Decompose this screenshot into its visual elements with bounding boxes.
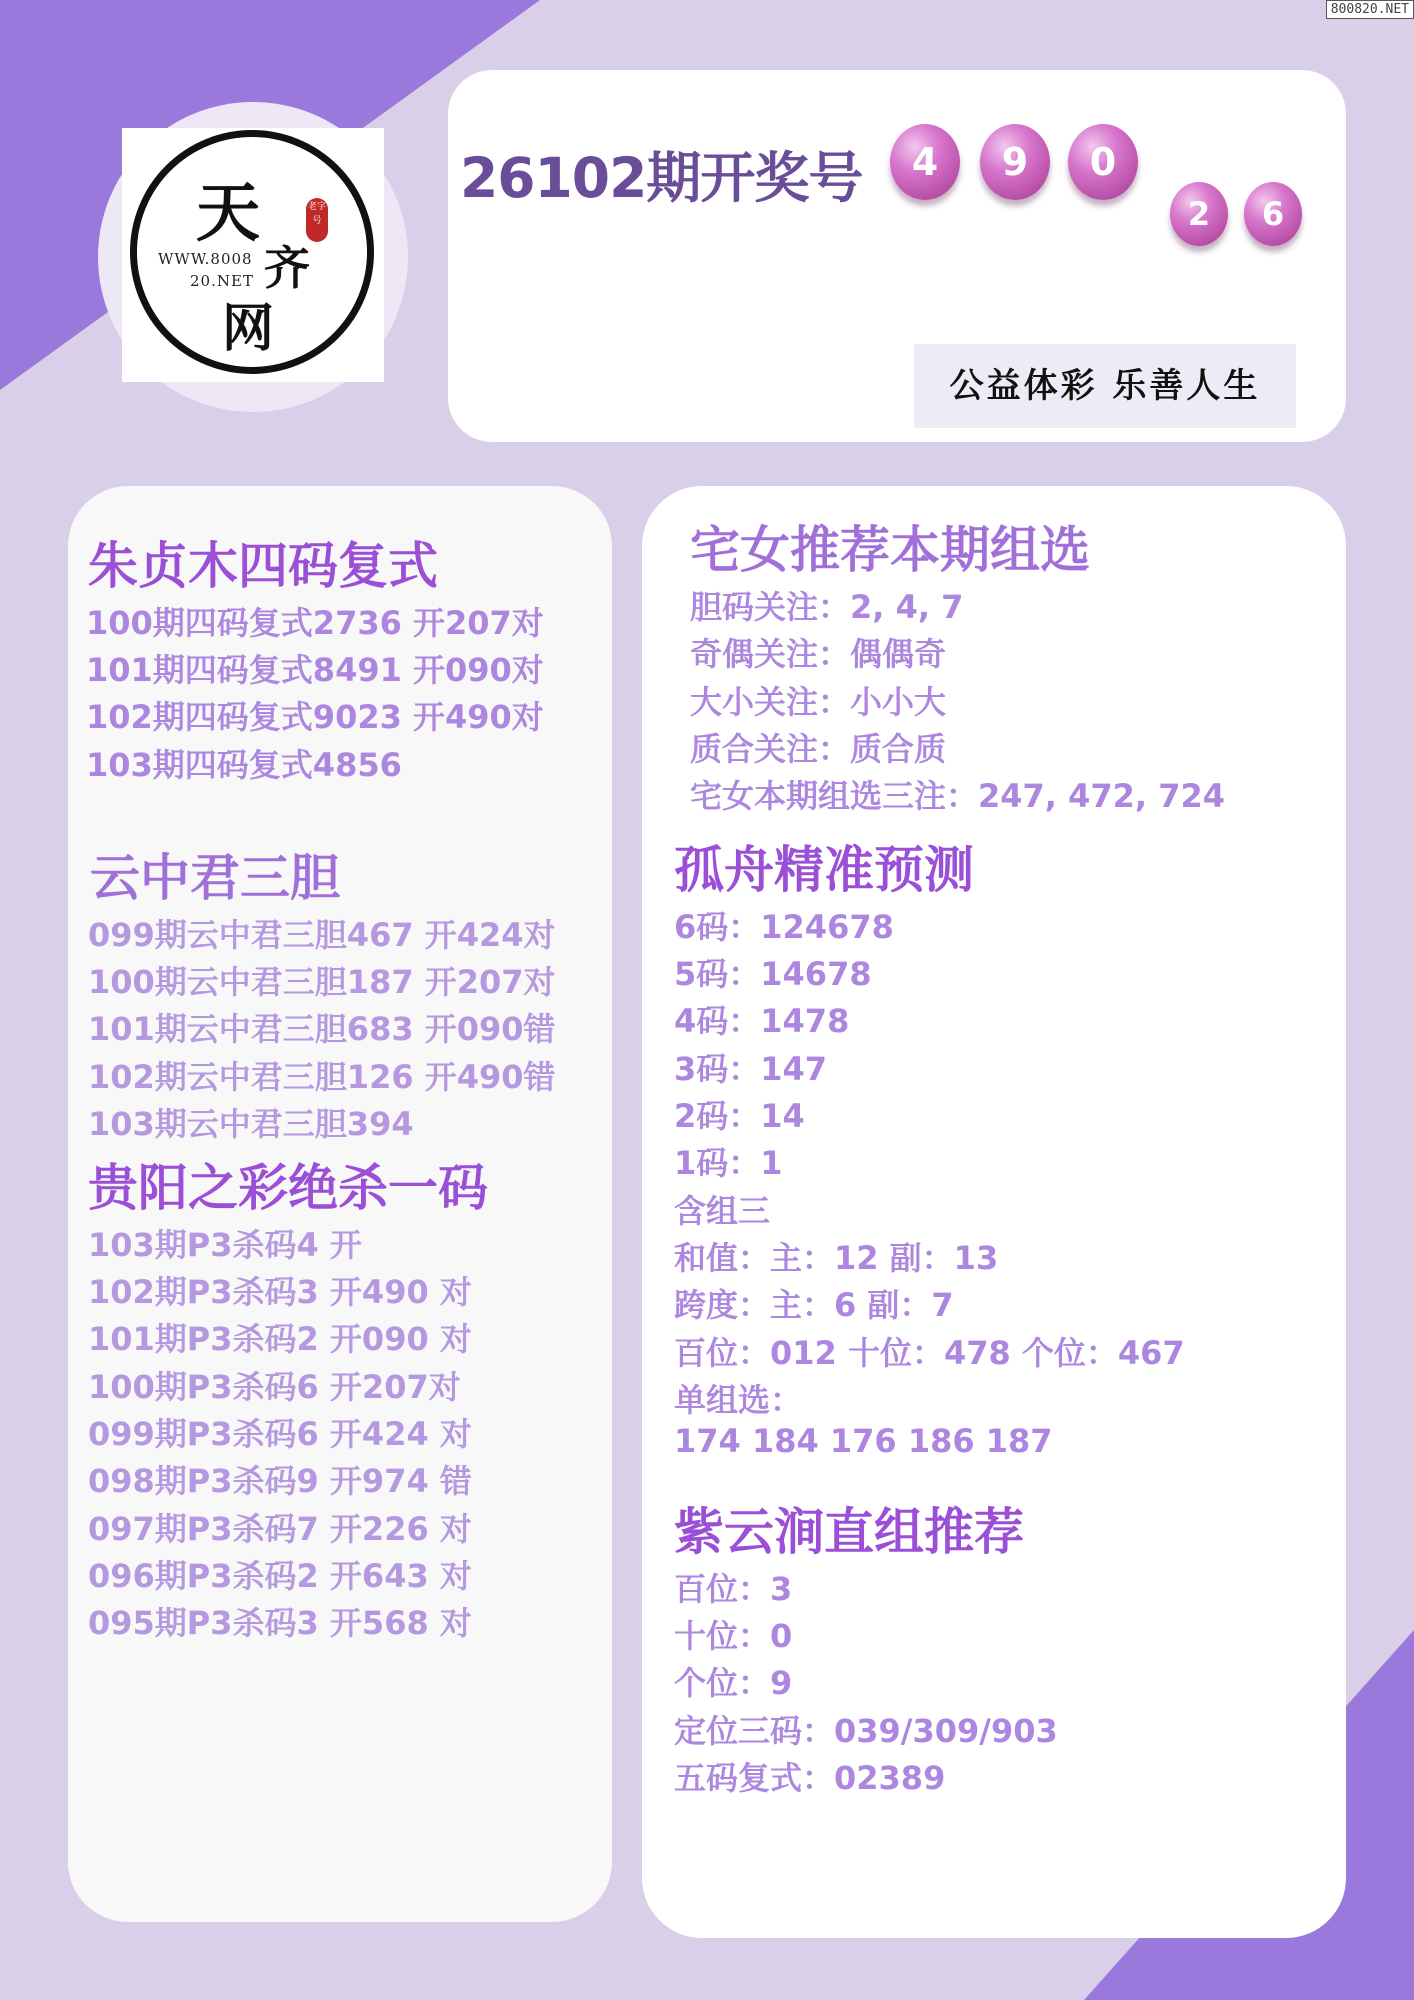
list-item: 和值：主：12 副：13 <box>674 1239 999 1277</box>
list-item: 100期云中君三胆187 开207对 <box>88 963 556 1001</box>
list-item: 174 184 176 186 187 <box>674 1422 1053 1460</box>
result-ball-4: 2 <box>1170 182 1228 246</box>
list-item: 101期四码复式8491 开090对 <box>86 651 544 689</box>
section-title-guiyang: 贵阳之彩绝杀一码 <box>88 1159 488 1217</box>
list-item: 099期云中君三胆467 开424对 <box>88 916 556 954</box>
watermark: 800820.NET <box>1326 0 1414 19</box>
list-item: 十位：0 <box>674 1617 793 1655</box>
list-item: 2码：14 <box>674 1097 805 1135</box>
list-item: 3码：147 <box>674 1050 828 1088</box>
list-item: 质合关注：质合质 <box>690 730 947 768</box>
logo-url-line-2: 20.NET <box>190 272 254 290</box>
result-ball-3: 0 <box>1068 124 1138 200</box>
list-item: 跨度：主：6 副：7 <box>674 1286 954 1324</box>
section-title-guzhou: 孤舟精准预测 <box>674 841 974 899</box>
list-item: 101期云中君三胆683 开090错 <box>88 1010 556 1048</box>
slogan: 公益体彩 乐善人生 <box>914 344 1296 428</box>
logo-char-2: 齐 <box>264 241 310 295</box>
list-item: 个位：9 <box>674 1664 793 1702</box>
list-item: 096期P3杀码2 开643 对 <box>88 1557 472 1595</box>
logo-char-3: 网 <box>222 298 275 359</box>
list-item: 五码复式：02389 <box>674 1759 946 1797</box>
list-item: 103期四码复式4856 <box>86 746 402 784</box>
list-item: 101期P3杀码2 开090 对 <box>88 1320 472 1358</box>
list-item: 103期P3杀码4 开 <box>88 1226 362 1264</box>
logo-char-1: 天 <box>196 176 260 251</box>
list-item: 大小关注：小小大 <box>690 683 947 721</box>
list-item: 100期P3杀码6 开207对 <box>88 1368 461 1406</box>
list-item: 102期四码复式9023 开490对 <box>86 698 544 736</box>
seal-stamp: 老字号 <box>306 198 328 242</box>
list-item: 102期云中君三胆126 开490错 <box>88 1058 556 1096</box>
list-item: 1码：1 <box>674 1144 783 1182</box>
list-item: 宅女本期组选三注：247, 472, 724 <box>690 777 1225 815</box>
list-item: 百位：012 十位：478 个位：467 <box>674 1334 1185 1372</box>
list-item: 098期P3杀码9 开974 错 <box>88 1462 472 1500</box>
logo-url-line-1: WWW.8008 <box>158 250 253 268</box>
issue-title: 26102期开奖号 <box>460 146 863 210</box>
list-item: 单组选： <box>674 1381 803 1419</box>
list-item: 定位三码：039/309/903 <box>674 1712 1058 1750</box>
list-item: 5码：14678 <box>674 955 872 993</box>
list-item: 含组三 <box>674 1192 771 1230</box>
list-item: 095期P3杀码3 开568 对 <box>88 1604 472 1642</box>
list-item: 胆码关注：2, 4, 7 <box>690 588 964 626</box>
result-ball-2: 9 <box>980 124 1050 200</box>
list-item: 100期四码复式2736 开207对 <box>86 604 544 642</box>
result-ball-1: 4 <box>890 124 960 200</box>
list-item: 奇偶关注：偶偶奇 <box>690 635 947 673</box>
list-item: 4码：1478 <box>674 1002 850 1040</box>
section-title-ziyunjian: 紫云涧直组推荐 <box>674 1503 1024 1561</box>
result-ball-5: 6 <box>1244 182 1302 246</box>
list-item: 097期P3杀码7 开226 对 <box>88 1510 472 1548</box>
section-title-yunzhongjun: 云中君三胆 <box>90 849 340 907</box>
section-title-zhainv: 宅女推荐本期组选 <box>690 521 1090 579</box>
list-item: 099期P3杀码6 开424 对 <box>88 1415 472 1453</box>
section-title-zhuzhenmu: 朱贞木四码复式 <box>88 537 438 595</box>
list-item: 102期P3杀码3 开490 对 <box>88 1273 472 1311</box>
list-item: 百位：3 <box>674 1570 793 1608</box>
list-item: 103期云中君三胆394 <box>88 1105 414 1143</box>
list-item: 6码：124678 <box>674 908 894 946</box>
